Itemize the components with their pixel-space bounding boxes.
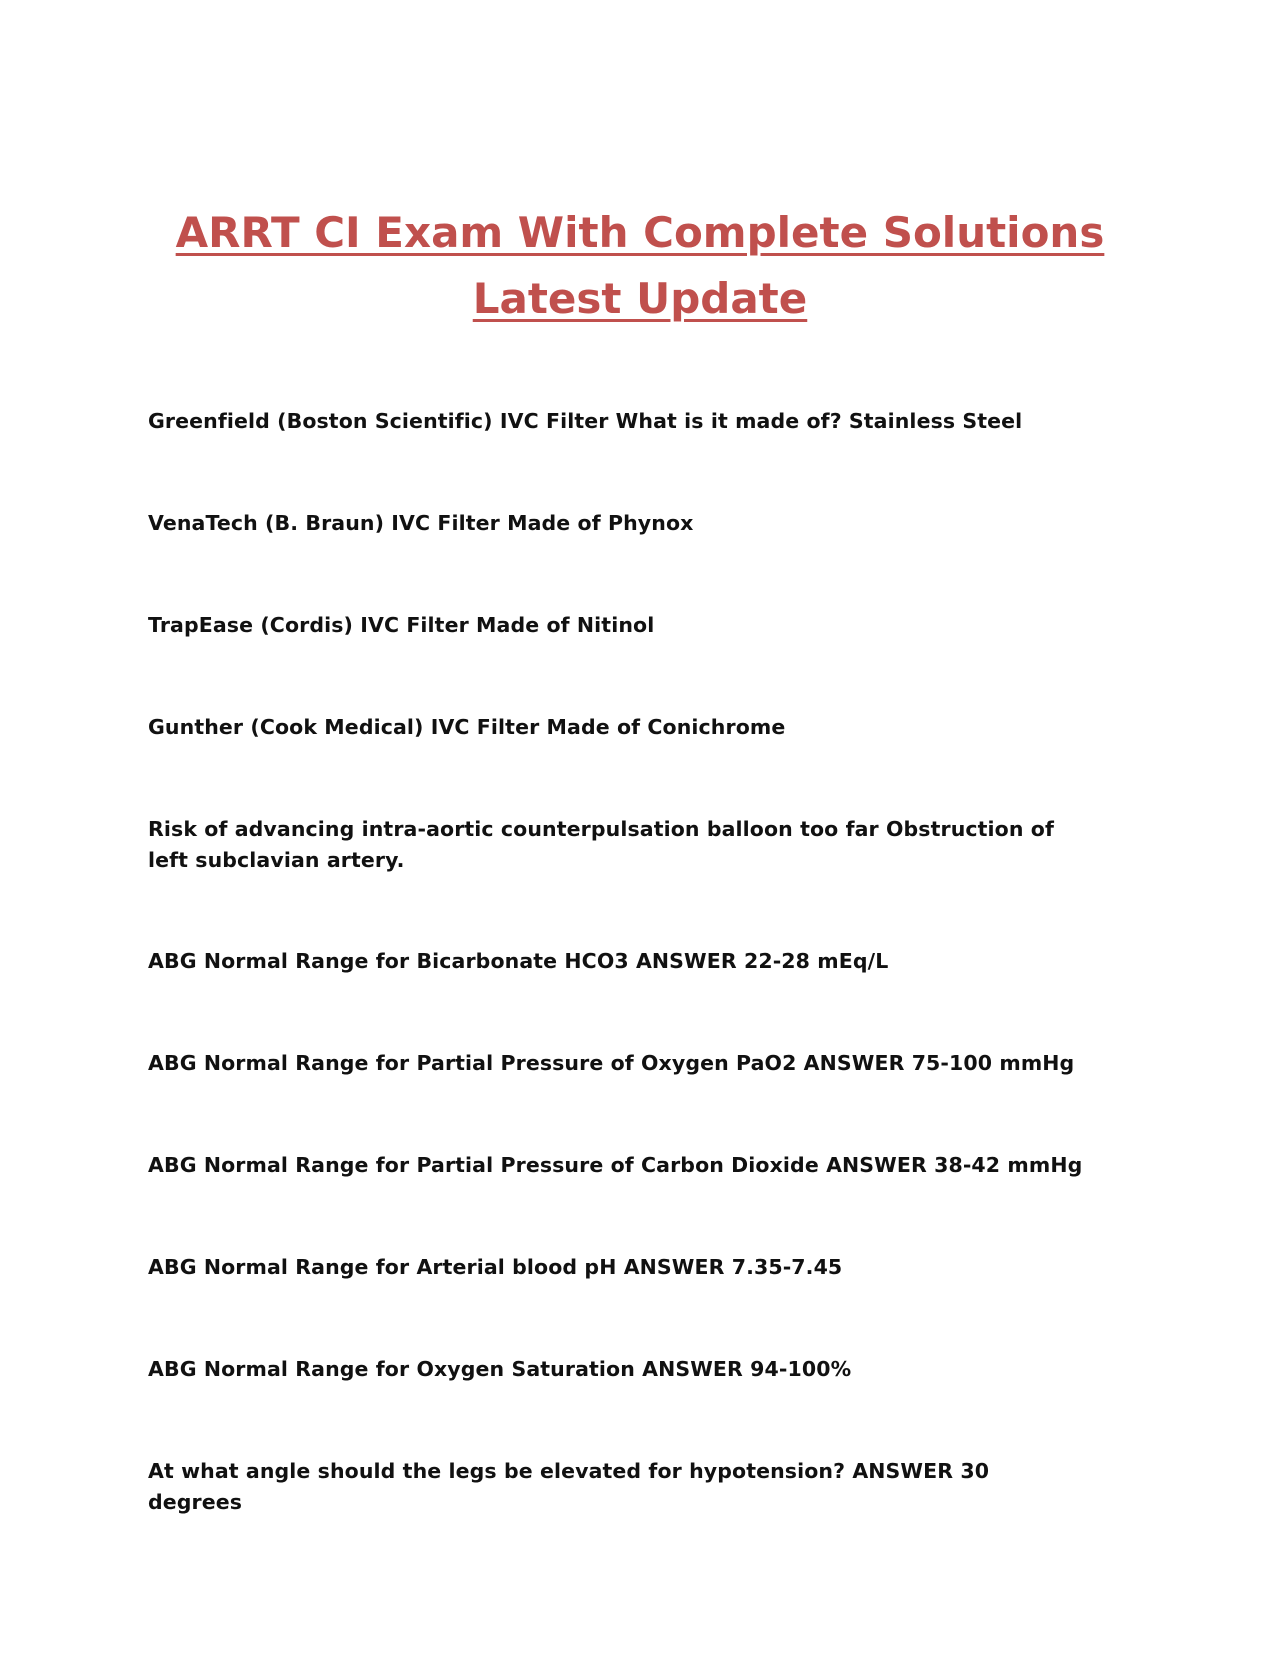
qa-item: ABG Normal Range for Bicarbonate HCO3 ANSWER 22-28 mEq/L — [148, 949, 889, 973]
qa-item: ABG Normal Range for Partial Pressure of Carbon Dioxide ANSWER 38-42 mmHg — [148, 1153, 1083, 1177]
document-title-line-2: Latest Update — [472, 274, 808, 323]
document-title — [100, 200, 1180, 332]
qa-item: VenaTech (B. Braun) IVC Filter Made of Phynox — [148, 511, 694, 535]
qa-item: TrapEase (Cordis) IVC Filter Made of Nitinol — [148, 613, 655, 637]
qa-item: Greenfield (Boston Scientific) IVC Filter What is it made of? Stainless Steel — [148, 409, 1023, 433]
qa-item: ABG Normal Range for Partial Pressure of Oxygen PaO2 ANSWER 75-100 mmHg — [148, 1051, 1075, 1075]
qa-item: At what angle should the legs be elevated for hypotension? ANSWER 30 degrees — [148, 1459, 990, 1514]
qa-item: ABG Normal Range for Oxygen Saturation ANSWER 94-100% — [148, 1357, 852, 1381]
qa-item: ABG Normal Range for Arterial blood pH ANSWER 7.35-7.45 — [148, 1255, 843, 1279]
qa-item: Risk of advancing intra-aortic counterpulsation balloon too far Obstruction of left subclavian artery. — [148, 817, 1054, 872]
document-title-line-1: ARRT CI Exam With Complete Solutions — [175, 208, 1105, 257]
qa-item: Gunther (Cook Medical) IVC Filter Made of Conichrome — [148, 715, 786, 739]
